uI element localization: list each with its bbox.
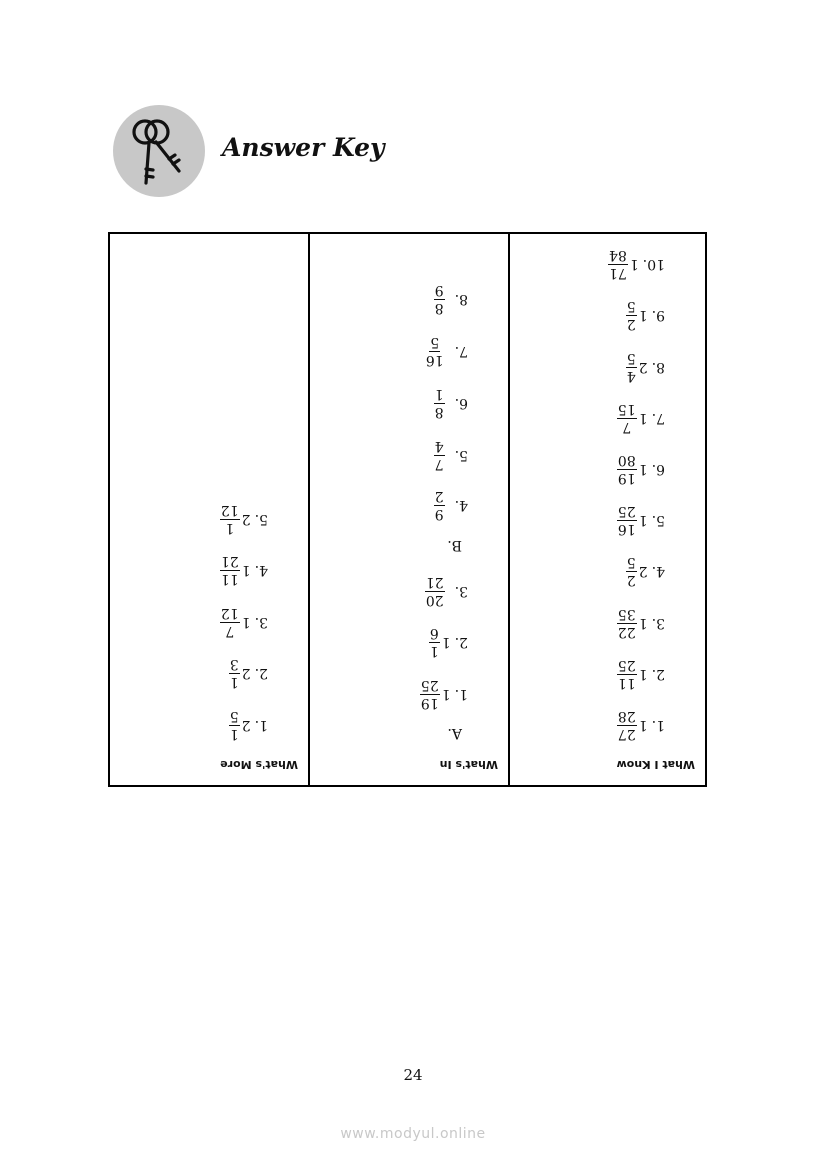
item-number: 5. [454,447,468,463]
answer-item [617,607,665,639]
fraction [229,658,240,690]
item-number: 1. [254,717,268,733]
denominator: 6 [429,625,439,641]
denominator: 5 [430,334,440,350]
item-number: 3. [254,614,268,630]
fraction [617,402,637,434]
column-whats-in [310,234,510,785]
whole-number: 1 [638,409,648,426]
keys-icon [113,105,205,197]
numerator: 8 [434,300,444,316]
numerator: 22 [617,623,636,640]
item-number: 1. [454,686,468,702]
denominator: 25 [617,656,636,673]
page-number: 24 [403,1066,423,1084]
denominator: 28 [617,708,636,724]
denominator: 12 [220,605,239,621]
answer-item [434,283,468,315]
numerator: 71 [608,265,627,282]
fraction [429,626,440,658]
column-what-i-know [510,234,705,785]
item-number: 8. [454,291,468,307]
fraction [220,503,240,535]
whole-number: 1 [638,717,648,733]
answer-item [429,626,468,658]
whole-number: 1 [441,634,451,650]
denominator: 5 [626,554,636,571]
answer-item [229,709,268,741]
denominator: 84 [608,247,627,264]
item-number: 9. [651,307,665,324]
answer-item [617,402,665,434]
whole-number: 1 [241,614,251,630]
fraction [229,709,240,741]
item-number: 5. [254,511,268,527]
numerator: 2 [626,572,636,589]
numerator: 11 [617,674,636,691]
denominator: 80 [617,452,636,468]
numerator: 19 [420,695,439,711]
whole-number: 2 [241,511,251,527]
fraction [608,248,628,280]
numerator: 9 [434,506,444,522]
item-number: 10. [642,256,665,273]
answer-item [617,658,665,690]
whole-number: 2 [241,665,251,682]
column-heading: What I Know [616,758,695,771]
numerator: 4 [626,367,636,384]
fraction [220,606,240,638]
item-number: 4. [454,497,468,513]
item-number: 6. [454,395,468,411]
answer-item [617,453,665,485]
denominator: 5 [229,708,239,724]
whole-number: 1 [638,614,648,631]
answer-item [220,555,268,587]
item-number: 4. [254,562,268,579]
whole-number: 1 [629,256,639,273]
answer-item [220,503,268,535]
whole-number: 1 [638,461,648,477]
answer-item [434,439,468,471]
denominator: 12 [220,502,239,518]
answer-item [626,351,665,383]
denominator: 5 [626,349,636,366]
answer-item [229,658,268,690]
item-number: 2. [254,665,268,682]
denominator: 25 [617,503,636,520]
item-number: 5. [651,512,665,529]
answer-item [425,575,468,607]
column-heading: What's More [220,758,298,771]
answer-item [617,709,665,741]
denominator: 21 [220,553,239,570]
item-number: 6. [651,461,665,477]
answer-item [626,555,665,587]
numerator: 11 [220,571,239,588]
numerator: 7 [434,456,444,472]
fraction [425,575,445,607]
answer-item [443,725,462,741]
page-title: Answer Key [222,133,385,162]
fraction [617,453,637,485]
answer-item [220,606,268,638]
answer-item [626,299,665,331]
answer-item [434,489,468,521]
denominator: 2 [434,488,444,504]
answer-item [420,678,468,710]
denominator: 25 [420,677,439,693]
numerator: 20 [425,592,444,608]
whole-number: 1 [441,686,451,702]
answer-item [608,248,665,280]
whole-number: 2 [638,563,648,580]
fraction [617,504,637,536]
whole-number: 1 [638,665,648,682]
item-number: 3. [651,614,665,631]
fraction [434,439,445,471]
fraction [626,299,637,331]
fraction [434,489,445,521]
answer-item [425,335,468,367]
fraction [617,709,637,741]
whole-number: 1 [638,307,648,324]
numerator: 16 [617,521,636,538]
item-number: B. [447,537,462,553]
item-number: 7. [454,343,468,359]
denominator: 15 [617,400,636,417]
fraction [434,387,445,419]
answer-item [443,537,462,553]
answer-table [108,232,707,787]
denominator: 9 [434,282,444,298]
fraction [420,678,440,710]
denominator: 3 [229,656,239,673]
whole-number: 2 [638,358,648,375]
item-number: 2. [651,665,665,682]
denominator: 35 [617,605,636,622]
whole-number: 1 [638,512,648,529]
numerator: 7 [225,623,235,639]
fraction [626,351,637,383]
denominator: 1 [434,386,444,402]
column-heading: What's In [439,758,498,771]
numerator: 16 [425,352,444,368]
fraction [425,335,445,367]
fraction [220,555,240,587]
fraction [617,607,637,639]
item-number: 8. [651,358,665,375]
column-whats-more [110,234,310,785]
watermark: www.modyul.online [340,1126,486,1142]
item-number: 1. [651,717,665,733]
denominator: 5 [626,298,636,315]
numerator: 1 [429,643,439,659]
item-number: A. [447,725,462,741]
whole-number: 2 [241,717,251,733]
answer-item [617,504,665,536]
answer-item [434,387,468,419]
numerator: 27 [617,726,636,742]
numerator: 19 [617,470,636,486]
denominator: 4 [434,438,444,454]
numerator: 2 [626,316,636,333]
numerator: 7 [622,418,632,435]
item-number: 7. [651,409,665,426]
item-number: 4. [651,563,665,580]
item-number: 3. [454,583,468,599]
fraction [626,555,637,587]
fraction [434,283,445,315]
whole-number: 1 [241,562,251,579]
numerator: 8 [434,404,444,420]
numerator: 1 [229,726,239,742]
fraction [617,658,637,690]
numerator: 1 [225,520,235,536]
numerator: 1 [229,674,239,691]
denominator: 21 [425,574,444,590]
item-number: 2. [454,634,468,650]
